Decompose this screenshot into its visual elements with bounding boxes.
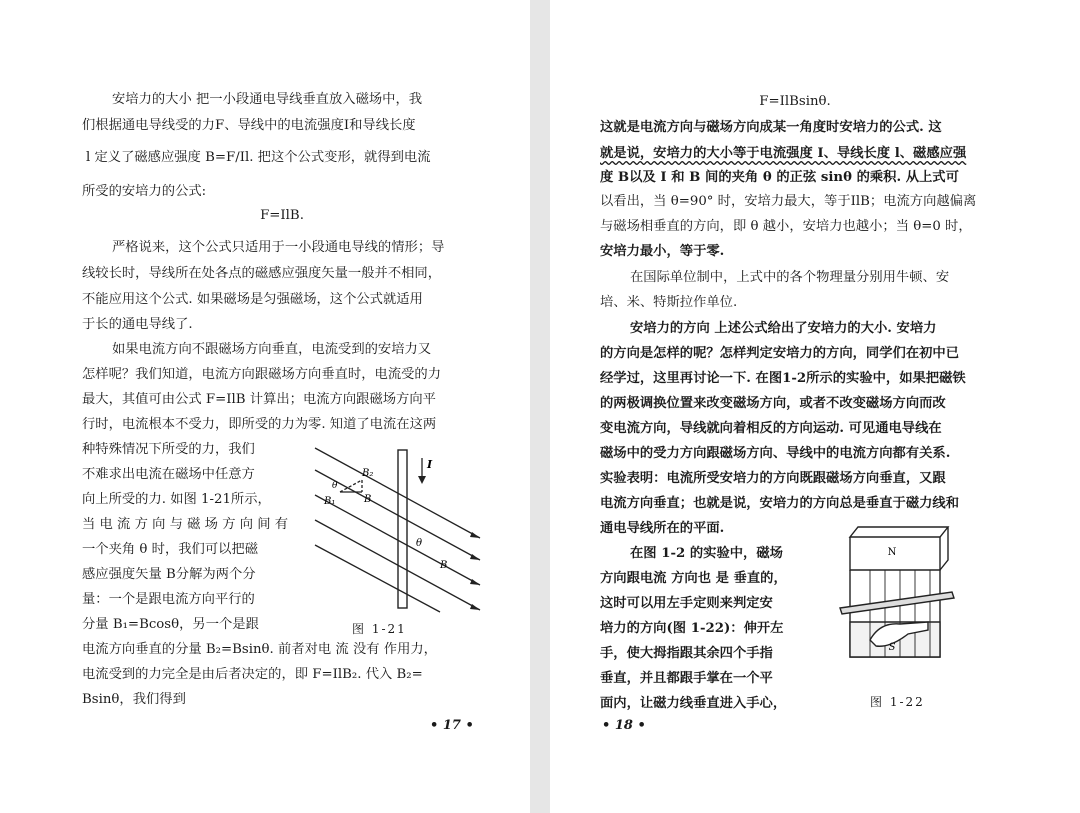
text-line: 就是说，安培力的大小等于电流强度 I、导线长度 l、磁感应强 [600, 146, 967, 161]
text-line: 度 B以及 I 和 B 间的夹角 θ 的正弦 sinθ 的乘积. 从上式可 [600, 170, 959, 185]
text-line: 向上所受的力. 如图 1-21所示， [82, 492, 271, 507]
text-line: 安培力的方向 上述公式给出了安培力的大小. 安培力 [630, 321, 937, 336]
text-line: 感应强度矢量 B分解为两个分 [82, 567, 256, 582]
text-line: 方向跟电流 方向也 是 垂直的， [600, 571, 787, 586]
text-line: 们根据通电导线受的力F、导线中的电流强度I和导线长度 [82, 118, 416, 133]
text-line: 电流方向垂直的分量 B₂=Bsinθ. 前者对电 流 没有 作用力， [82, 642, 437, 657]
page-number: • 18 • [602, 718, 646, 733]
text-line: 最大，其值可由公式 F=IlB 计算出；电流方向跟磁场方向平 [82, 392, 436, 407]
magnet-pole-label: S [888, 642, 896, 653]
book-gutter [530, 0, 550, 813]
figure-caption: 图 1-21 [352, 622, 407, 636]
figure-label: θ [416, 538, 423, 549]
text-line: 电流受到的力完全是由后者决定的，即 F=IlB₂. 代入 B₂= [82, 667, 423, 682]
text-line: 安培力的大小 把一小段通电导线垂直放入磁场中，我 [112, 92, 423, 107]
text-line: 安培力最小，等于零. [600, 244, 725, 259]
figure-label: B₁ [324, 496, 336, 507]
text-line: 磁场中的受力方向跟磁场方向、导线中的电流方向都有关系. [600, 446, 951, 461]
text-line: 手，使大拇指跟其余四个手指 [600, 646, 773, 661]
text-line: 通电导线所在的平面. [600, 521, 725, 536]
formula: F=IlB. [260, 208, 304, 223]
text-line: l 定义了磁感应强度 B=F/Il. 把这个公式变形，就得到电流 [86, 150, 431, 165]
text-line: 在图 1-2 的实验中，磁场 [630, 546, 783, 561]
text-line: 变电流方向，导线就向着相反的方向运动. 可见通电导线在 [600, 421, 942, 436]
right-page [550, 0, 1080, 813]
magnet-pole-label: N [887, 547, 897, 558]
figure-label: B₂ [362, 468, 374, 479]
page-number: • 17 • [430, 718, 474, 733]
text-line: 以看出，当 θ=90° 时，安培力最大，等于IlB；电流方向越偏离 [600, 194, 977, 209]
text-line: 垂直，并且都跟手掌在一个平 [600, 671, 773, 686]
text-line: 培、米、特斯拉作单位. [600, 295, 738, 310]
text-line: 线较长时，导线所在处各点的磁感应强度矢量一般并不相同， [82, 266, 442, 281]
text-line: 如果电流方向不跟磁场方向垂直，电流受到的安培力又 [112, 342, 432, 357]
text-line: 不能应用这个公式. 如果磁场是匀强磁场，这个公式就适用 [82, 292, 423, 307]
text-line: 这时可以用左手定则来判定安 [600, 596, 773, 611]
text-line: 种特殊情况下所受的力，我们 [82, 442, 255, 457]
text-line: 怎样呢？我们知道，电流方向跟磁场方向垂直时，电流受的力 [82, 367, 442, 382]
text-line: 于长的通电导线了. [82, 317, 193, 332]
text-line: 实验表明：电流所受安培力的方向既跟磁场方向垂直，又跟 [600, 471, 946, 486]
text-line: 在国际单位制中，上式中的各个物理量分别用牛顿、安 [630, 270, 950, 285]
text-line: 量：一个是跟电流方向平行的 [82, 592, 255, 607]
text-line: 不难求出电流在磁场中任意方 [82, 467, 255, 482]
figure-label: θ [332, 481, 338, 491]
figure-1-22 [830, 522, 960, 682]
figure-label: B [364, 494, 372, 505]
text-line: 面内，让磁力线垂直进入手心， [600, 696, 787, 711]
figure-label: B [440, 560, 448, 571]
text-line: 的方向是怎样的呢？怎样判定安培力的方向，同学们在初中已 [600, 346, 960, 361]
figure-label: I [427, 458, 433, 471]
text-line: 一个夹角 θ 时，我们可以把磁 [82, 542, 259, 557]
text-line: 与磁场相垂直的方向，即 θ 越小，安培力也越小；当 θ=0 时， [600, 219, 972, 234]
text-line: 的两极调换位置来改变磁场方向，或者不改变磁场方向而改 [600, 396, 946, 411]
text-line: 严格说来，这个公式只适用于一小段通电导线的情形；导 [112, 240, 445, 255]
text-line: 分量 B₁=Bcosθ，另一个是跟 [82, 617, 259, 632]
text-line: 培力的方向(图 1-22)：伸开左 [600, 621, 784, 636]
text-line: 行时，电流根本不受力，即所受的力为零. 知道了电流在这两 [82, 417, 437, 432]
text-line: 当 电 流 方 向 与 磁 场 方 向 间 有 [82, 517, 289, 532]
text-line: 这就是电流方向与磁场方向成某一角度时安培力的公式. 这 [600, 120, 942, 135]
text-line: Bsinθ，我们得到 [82, 692, 186, 707]
figure-caption: 图 1-22 [870, 695, 925, 709]
left-page [0, 0, 530, 813]
text-line: 电流方向垂直；也就是说，安培力的方向总是垂直于磁力线和 [600, 496, 960, 511]
formula: F=IlBsinθ. [759, 94, 831, 109]
figure-1-21 [310, 440, 490, 615]
text-line: 所受的安培力的公式: [82, 184, 207, 199]
text-line: 经学过，这里再讨论一下. 在图1-2所示的实验中，如果把磁铁 [600, 371, 966, 386]
